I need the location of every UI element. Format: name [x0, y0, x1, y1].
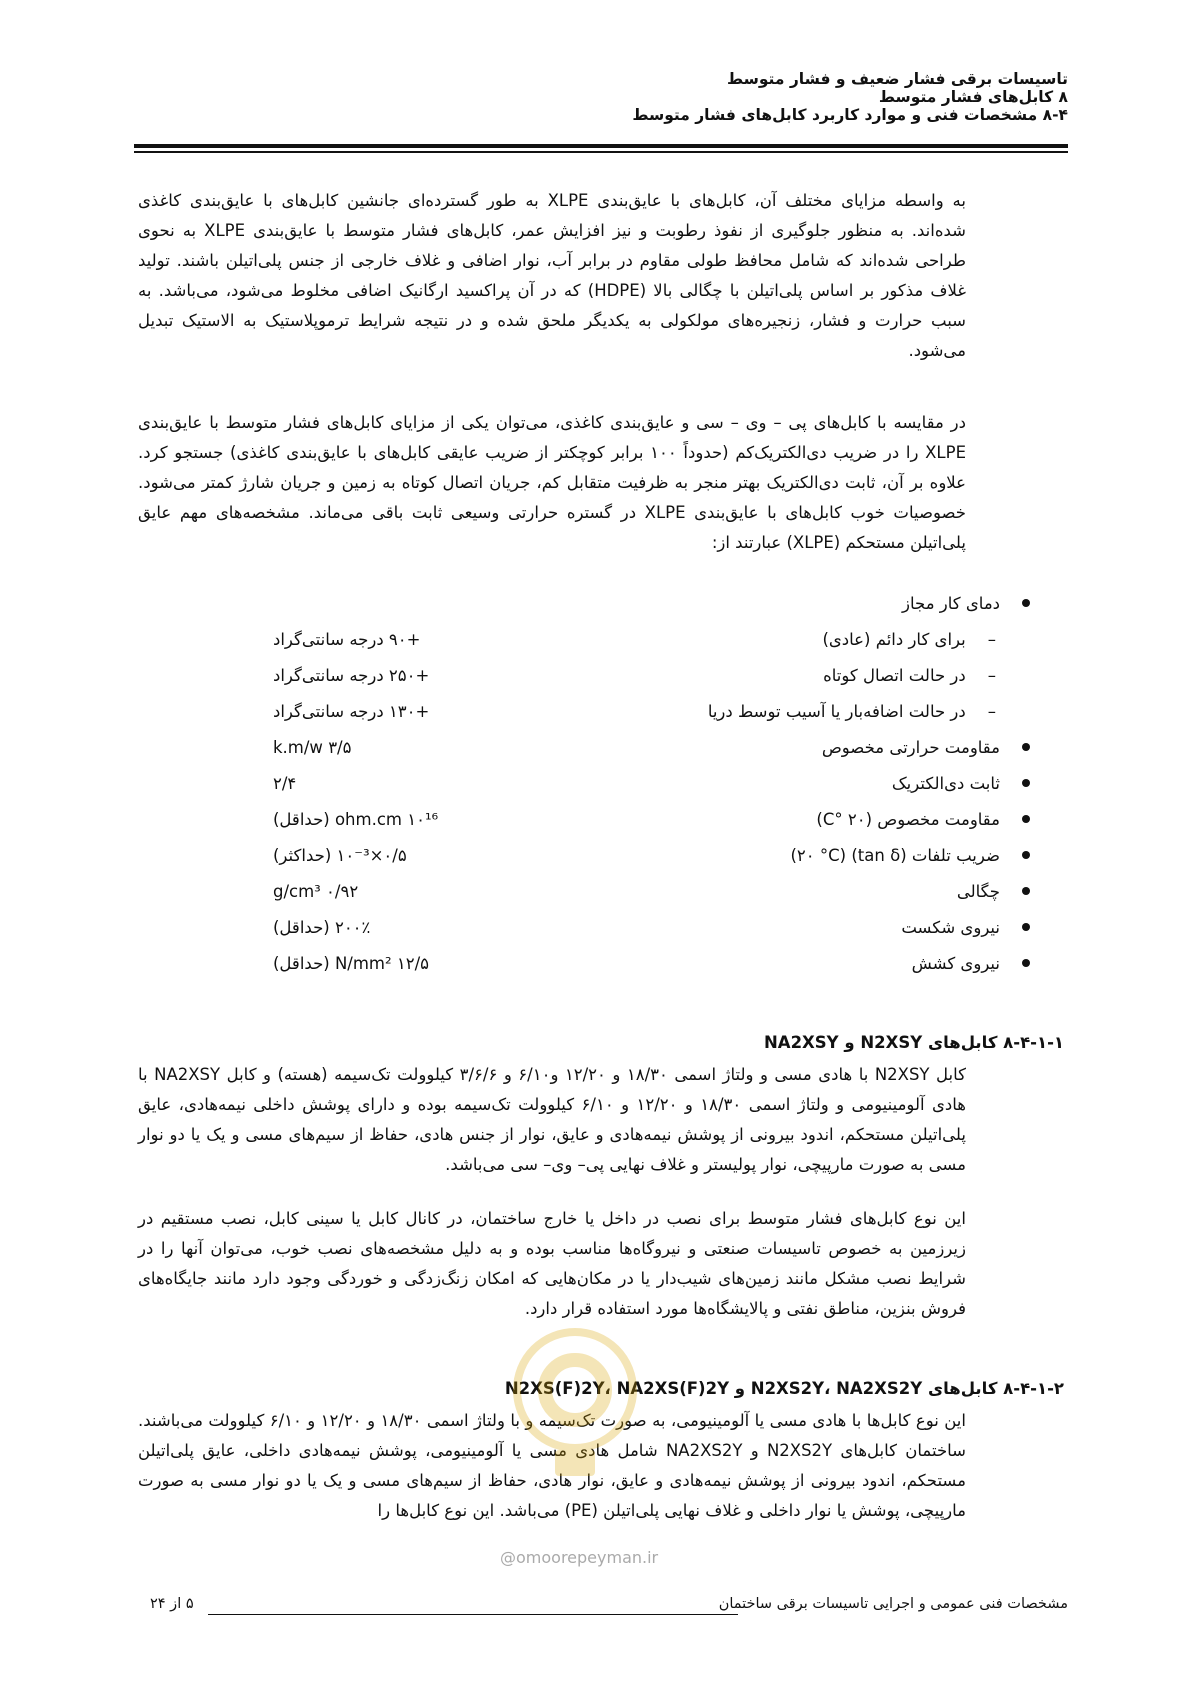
- bullet-icon: [1022, 851, 1030, 859]
- section-2-paragraph-1: این نوع کابل‌ها با هادی مسی یا آلومینیومی، به صورت تک‌سیمه و با ولتاژ اسمی ۱۸/۳۰ و ۱۲/۲۰ و ۶/۱۰ کیلوولت می‌باشند. ساختمان کابل‌های N2XS2Y و NA2XS2Y شامل هادی مسی یا آلومینیومی، پوشش نیمه‌هادی داخلی، عایق پلی‌اتیلن مستحکم، اندود بیرونی از پوشش نیمه‌هادی و عایق، نوار هادی، حفاظ از سیم‌های مسی و یک یا دو نوار مسی به صورت مارپیچی، پوشش یا نوار داخلی و غلاف نهایی پلی‌اتیلن (PE) می‌باشد. این نوع کابل‌ها را: [138, 1411, 967, 1520]
- spec-label-text: نیروی کشش: [911, 954, 1000, 973]
- spec-row: [138, 810, 1030, 846]
- bullet-icon: [1022, 779, 1030, 787]
- spec-label: [790, 846, 1030, 865]
- bullet-icon: [1022, 743, 1030, 751]
- spec-value: ۰/۹۲ g/cm³: [273, 882, 359, 901]
- section-heading-2: ۸-۴-۱-۲ کابل‌های N2XS2Y، NA2XS2Y و N2XS(F)2Y، NA2XS(F)2Y: [504, 1379, 1064, 1398]
- spec-row: [138, 846, 1030, 882]
- spec-label: [957, 882, 1030, 901]
- spec-label-text: مقاومت مخصوص (۲۰ °C): [816, 810, 1000, 829]
- footer-page-number: ۵ از ۲۴: [150, 1596, 194, 1612]
- spec-value: ۰/۵×۱۰⁻³ (حداکثر): [273, 846, 407, 865]
- spec-value: +۹۰ درجه سانتی‌گراد: [273, 630, 421, 649]
- spec-label-text: چگالی: [956, 882, 1000, 901]
- spec-label: [892, 774, 1030, 793]
- page-header: [128, 70, 1068, 124]
- header-rule-thin: [134, 151, 1068, 153]
- spec-row: [138, 954, 1030, 990]
- spec-value: +۲۵۰ درجه سانتی‌گراد: [273, 666, 430, 685]
- header-line-3: ۸-۴ مشخصات فنی و موارد کاربرد کابل‌های فشار متوسط: [632, 106, 1068, 124]
- spec-row: [138, 630, 1030, 666]
- spec-list: [138, 594, 1030, 990]
- spec-label: [902, 594, 1030, 613]
- spec-label-text: در حالت اتصال کوتاه: [823, 666, 966, 685]
- spec-label: [822, 738, 1030, 757]
- spec-value: +۱۳۰ درجه سانتی‌گراد: [273, 702, 430, 721]
- spec-row: [138, 774, 1030, 810]
- spec-label-text: ضریب تلفات (tan δ) (۲۰ °C): [790, 846, 1000, 865]
- spec-row: [138, 738, 1030, 774]
- bullet-icon: [1022, 959, 1030, 967]
- paragraph-1: به واسطه مزایای مختلف آن، کابل‌های با عایق‌بندی XLPE به طور گسترده‌ای جانشین کابل‌های با عایق‌بندی کاغذی شده‌اند. به منظور جلوگیری از نفوذ رطوبت و نیز افزایش عمر، کابل‌های فشار متوسط با عایق‌بندی XLPE به نحوی طراحی شده‌اند که شامل محافظ طولی مقاوم در برابر آب، نوار اضافی و غلاف خارجی از جنس پلی‌اتیلن باشند. تولید غلاف مذکور بر اساس پلی‌اتیلن با چگالی بالا (HDPE) که در آن پراکسید ارگانیک اضافی مخلوط می‌شود، می‌باشد. به سبب حرارت و فشار، زنجیره‌های مولکولی به یکدیگر ملحق شده و در نتیجه شرایط ترموپلاستیک به الاستیک تبدیل می‌شود.: [138, 191, 966, 360]
- spec-label: [822, 630, 996, 649]
- section-heading-1: ۸-۴-۱-۱ کابل‌های N2XSY و NA2XSY: [763, 1033, 1064, 1052]
- section-1-paragraph-2: این نوع کابل‌های فشار متوسط برای نصب در داخل یا خارج ساختمان، در کانال کابل یا سینی کابل، نصب مستقیم در زیرزمین به خصوص تاسیسات صنعتی و نیروگاه‌ها مناسب بوده و به دلیل مشخصه‌های نصب خوب، می‌توان آنها را در شرایط نصب مشکل مانند زمین‌های شیب‌دار یا در مکان‌هایی که امکان زنگ‌زدگی و خوردگی وجود دارد مانند جایگاه‌های فروش بنزین، مناطق نفتی و پالایشگاه‌ها مورد استفاده قرار دارد.: [138, 1209, 966, 1318]
- spec-value: ۳/۵ k.m/w: [273, 738, 352, 757]
- spec-row: [138, 918, 1030, 954]
- footer-title: مشخصات فنی عمومی و اجرایی تاسیسات برقی ساختمان: [718, 1596, 1068, 1612]
- header-line-2: ۸ کابل‌های فشار متوسط: [878, 88, 1068, 106]
- footer-rule: [208, 1614, 738, 1615]
- watermark-logo-icon: [500, 1320, 650, 1490]
- bullet-icon: [1022, 599, 1030, 607]
- spec-label: [823, 666, 996, 685]
- spec-label: [708, 702, 996, 721]
- header-line-1: تاسیسات برقی فشار ضعیف و فشار متوسط: [726, 70, 1068, 88]
- spec-label: [901, 918, 1030, 937]
- dash-icon: –: [987, 702, 996, 721]
- spec-row: [138, 882, 1030, 918]
- spec-label: [912, 954, 1030, 973]
- header-rule-thick: [134, 144, 1068, 148]
- paragraph-2: در مقایسه با کابل‌های پی – وی – سی و عایق‌بندی کاغذی، می‌توان یکی از مزایای کابل‌های فشار متوسط با عایق‌بندی XLPE را در ضریب دی‌الکتریک‌کم (حدوداً ۱۰۰ برابر کوچکتر از ضریب عایقی کابل‌های با عایق‌بندی کاغذی) جستجو کرد. علاوه بر آن، ثابت دی‌الکتریک بهتر منجر به ظرفیت متقابل کم، جریان اتصال کوتاه به زمین و جریان شارژ کمتر می‌شود. خصوصیات خوب کابل‌های با عایق‌بندی XLPE در گستره حرارتی وسیعی ثابت باقی می‌ماند. مشخصه‌های مهم عایق پلی‌اتیلن مستحکم (XLPE) عبارتند از:: [138, 413, 967, 552]
- spec-value: ۱۲/۵ N/mm² (حداقل): [273, 954, 430, 973]
- bullet-icon: [1022, 887, 1030, 895]
- spec-label: [816, 810, 1030, 829]
- spec-label-text: مقاومت حرارتی مخصوص: [821, 738, 1000, 757]
- bullet-icon: [1022, 923, 1030, 931]
- dash-icon: –: [987, 666, 996, 685]
- spec-value: ۲۰۰٪ (حداقل): [273, 918, 371, 937]
- bullet-icon: [1022, 815, 1030, 823]
- spec-label-text: در حالت اضافه‌بار یا آسیب توسط دریا: [707, 702, 966, 721]
- section-1-paragraph-1: کابل N2XSY با هادی مسی و ولتاژ اسمی ۱۸/۳۰ و ۱۲/۲۰ و۶/۱۰ و ۳/۶/۶ کیلوولت تک‌سیمه (هسته) و کابل NA2XSY با هادی آلومینیومی و ولتاژ اسمی ۱۸/۳۰ و ۱۲/۲۰ و ۶/۱۰ کیلوولت تک‌سیمه بوده و دارای پوشش داخلی نیمه‌هادی، عایق پلی‌اتیلن مستحکم، اندود بیرونی از پوشش نیمه‌هادی و عایق، نوار از جنس هادی، حفاظ از سیم‌های مسی و یک یا دو نوار مسی به صورت مارپیچی، نوار پولیستر و غلاف نهایی پی– وی– سی می‌باشد.: [138, 1065, 966, 1174]
- spec-value: ۱۰¹⁶ ohm.cm (حداقل): [273, 810, 439, 829]
- spec-label-text: برای کار دائم (عادی): [822, 630, 966, 649]
- spec-label-text: ثابت دی‌الکتریک: [891, 774, 1000, 793]
- spec-row: [138, 702, 1030, 738]
- spec-row: [138, 666, 1030, 702]
- spec-label-text: دمای کار مجاز: [902, 594, 1000, 613]
- spec-row: [138, 594, 1030, 630]
- watermark-text: @omoorepeyman.ir: [500, 1548, 659, 1567]
- spec-label-text: نیروی شکست: [901, 918, 1000, 937]
- dash-icon: –: [987, 630, 996, 649]
- spec-value: ۲/۴: [273, 774, 297, 793]
